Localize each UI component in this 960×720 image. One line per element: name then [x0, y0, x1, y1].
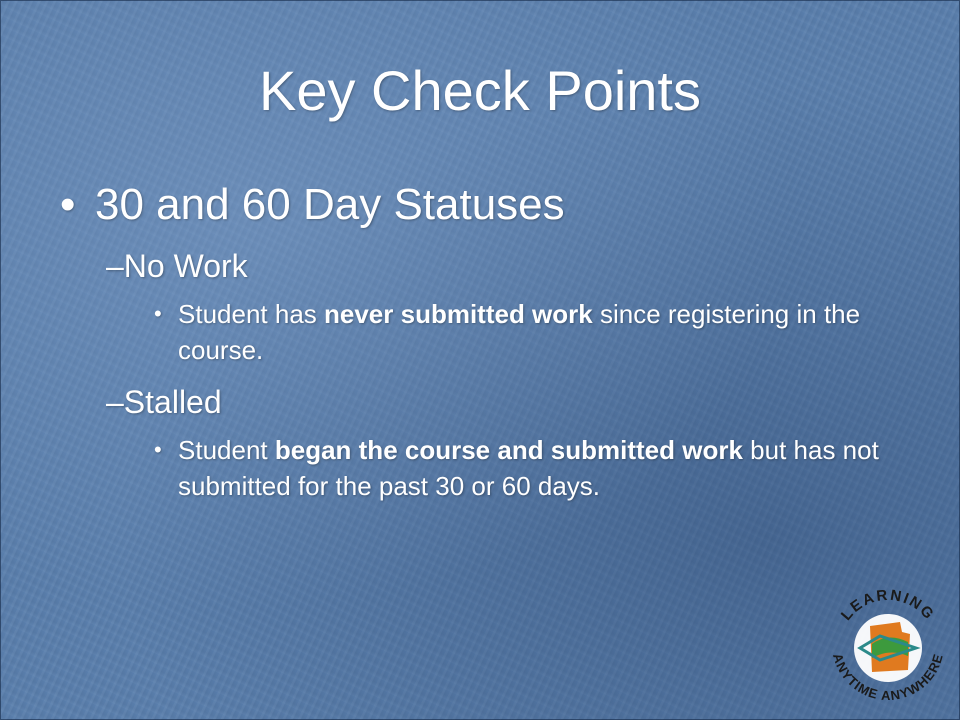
- stalled-desc-post: but has not submitted for the past 30 or 60 days.: [178, 435, 879, 501]
- no-work-desc-bold: never submitted work: [324, 299, 593, 329]
- dash-symbol: –: [106, 248, 124, 284]
- dash-symbol: –: [106, 384, 124, 420]
- logo-text-top: LEARNING: [837, 586, 939, 624]
- logo-text-bottom: ANYTIME ANYWHERE: [829, 651, 947, 704]
- sub-bullet-stalled: [106, 382, 222, 422]
- bullet-symbol-small: •: [154, 437, 162, 462]
- stalled-label: Stalled: [123, 384, 222, 420]
- learning-anytime-anywhere-logo: [820, 582, 956, 714]
- sub-bullet-no-work: [106, 246, 248, 286]
- heading-text: 30 and 60 Day Statuses: [95, 180, 565, 229]
- no-work-desc-pre: Student has: [178, 299, 324, 329]
- bullet-symbol: •: [60, 180, 76, 229]
- no-work-desc-post: since registering in the course.: [178, 299, 861, 365]
- no-work-label: No Work: [123, 248, 248, 284]
- bullet-symbol-small: •: [154, 301, 162, 326]
- slide-title: Key Check Points: [259, 59, 701, 122]
- stalled-desc-pre: Student: [178, 435, 275, 465]
- stalled-desc-bold: began the course and submitted work: [274, 435, 743, 465]
